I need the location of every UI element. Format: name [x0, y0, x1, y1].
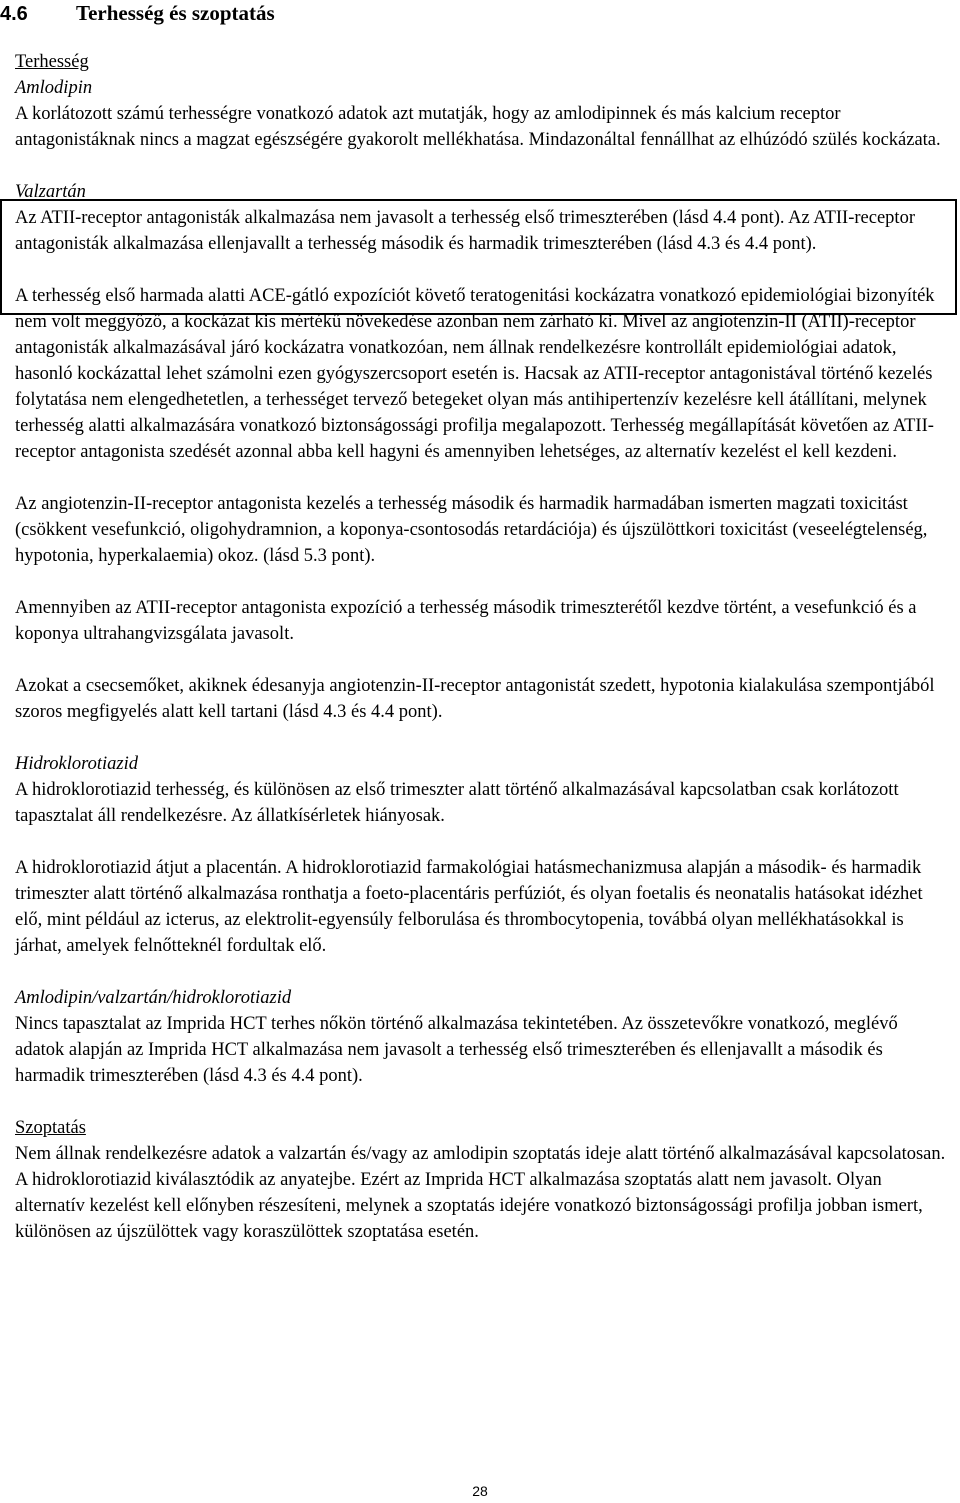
spacer [15, 725, 947, 751]
amlodipine-paragraph: A korlátozott számú terhességre vonatkozó adatok azt mutatják, hogy az amlodipinnek és más kalcium receptor antagonistáknak nincs a magzat egészségére gyakorolt mellékhatása. Mindazonáltal fennállhat az elhúzódó szülés kockázata. [15, 104, 941, 150]
valsartan-subheading: Valzartán [15, 182, 86, 202]
section-heading [0, 0, 275, 27]
amlodipine-subheading: Amlodipin [15, 78, 93, 98]
spacer [15, 569, 947, 595]
spacer [15, 647, 947, 673]
spacer [15, 257, 947, 283]
valsartan-paragraph-3: Amennyiben az ATII-receptor antagonista expozíció a terhesség második trimeszterétől kezdve történt, a vesefunkció és a koponya ultrahangvizsgálata javasolt. [15, 598, 917, 644]
valsartan-paragraph-2: Az angiotenzin-II-receptor antagonista kezelés a terhesség második és harmadik harmadában ismerten magzati toxicitást (csökkent vesefunkció, oligohydramnion, a koponya-csontosodás retardációja) és újszülöttkori toxicitást (veseelégtelenség, hypotonia, hyperkalaemia) okoz. (lásd 5.3 pont). [15, 494, 928, 566]
spacer [15, 829, 947, 855]
hydrochlorothiazide-paragraph-1: A hidroklorotiazid terhesség, és különösen az első trimeszter alatt történő alkalmazásával kapcsolatban csak korlátozott tapasztalat áll rendelkezésre. Az állatkísérletek hiányosak. [15, 780, 899, 826]
valsartan-paragraph-4: Azokat a csecsemőket, akiknek édesanyja angiotenzin-II-receptor antagonistát szedett, hypotonia kialakulása szempontjából szoros megfigyelés alatt kell tartani (lásd 4.3 és 4.4 pont). [15, 676, 935, 722]
pregnancy-heading: Terhesség [15, 52, 89, 72]
spacer [15, 465, 947, 491]
valsartan-boxed-paragraph: Az ATII-receptor antagonisták alkalmazása nem javasolt a terhesség első trimeszterében (lásd 4.4 pont). Az ATII-receptor antagonisták alkalmazása ellenjavallt a terhesség második és harmadik trimeszterében (lásd 4.3 és 4.4 pont). [15, 208, 915, 254]
combination-paragraph: Nincs tapasztalat az Imprida HCT terhes nőkön történő alkalmazása tekintetében. Az összetevőkre vonatkozó, meglévő adatok alapján az Imprida HCT alkalmazása nem javasolt a terhesség első trimeszterében és ellenjavallt a második és harmadik trimeszterében (lásd 4.3 és 4.4 pont). [15, 1014, 898, 1086]
spacer [15, 153, 947, 179]
breastfeeding-paragraph: Nem állnak rendelkezésre adatok a valzartán és/vagy az amlodipin szoptatás ideje alatt történő alkalmazásával kapcsolatosan. A hidroklorotiazid kiválasztódik az anyatejbe. Ezért az Imprida HCT alkalmazása szoptatás alatt nem javasolt. Olyan alternatív kezelést kell előnyben részesíteni, melynek a szoptatás idejére vonatkozó biztonságossági profilja jobban ismert, különösen az újszülöttek vagy koraszülöttek szoptatása esetén. [15, 1144, 946, 1242]
combination-subheading: Amlodipin/valzartán/hidroklorotiazid [15, 988, 292, 1008]
spacer [15, 959, 947, 985]
hydrochlorothiazide-subheading: Hidroklorotiazid [15, 754, 138, 774]
hydrochlorothiazide-paragraph-2: A hidroklorotiazid átjut a placentán. A hidroklorotiazid farmakológiai hatásmechanizmusa alapján a második- és harmadik trimeszter alatt történő alkalmazása ronthatja a foeto-placentáris perfúziót, és olyan foetalis és neonatalis hatásokat idézhet elő, mint például az icterus, az elektrolit-egyensúly felborulása és thrombocytopenia, továbbá olyan mellékhatásokkal is járhat, amelyek felnőtteknél fordultak elő. [15, 858, 923, 956]
spacer [15, 1089, 947, 1115]
section-title: Terhesség és szoptatás [76, 1, 275, 25]
valsartan-paragraph-1: A terhesség első harmada alatti ACE-gátló expozíciót követő teratogenitási kockázatra vonatkozó epidemiológiai bizonyíték nem volt meggyőző, a kockázat kis mértékű növekedése azonban nem zárható ki. Mivel az angiotenzin-II (ATII)-receptor antagonisták alkalmazásával járó kockázatra vonatkozóan, nem állnak rendelkezésre kontrollált epidemiológiai adatok, hasonló kockázattal lehet számolni ezen gyógyszercsoport esetén is. Hacsak az ATII-receptor antagonistával történő kezelés folytatása nem elengedhetetlen, a terhességet tervező betegeket olyan más antihipertenzív kezelésre kell átállítani, melynek terhesség alatti alkalmazására vonatkozó biztonságossági profilja megalapozott. Terhesség megállapítását követően az ATII-receptor antagonista szedését azonnal abba kell hagyni és amennyiben lehetséges, az alternatív kezelést el kell kezdeni. [15, 286, 935, 462]
breastfeeding-heading: Szoptatás [15, 1118, 86, 1138]
section-number: 4.6 [0, 3, 28, 25]
document-body [15, 49, 947, 1245]
page-number: 28 [472, 1483, 488, 1499]
